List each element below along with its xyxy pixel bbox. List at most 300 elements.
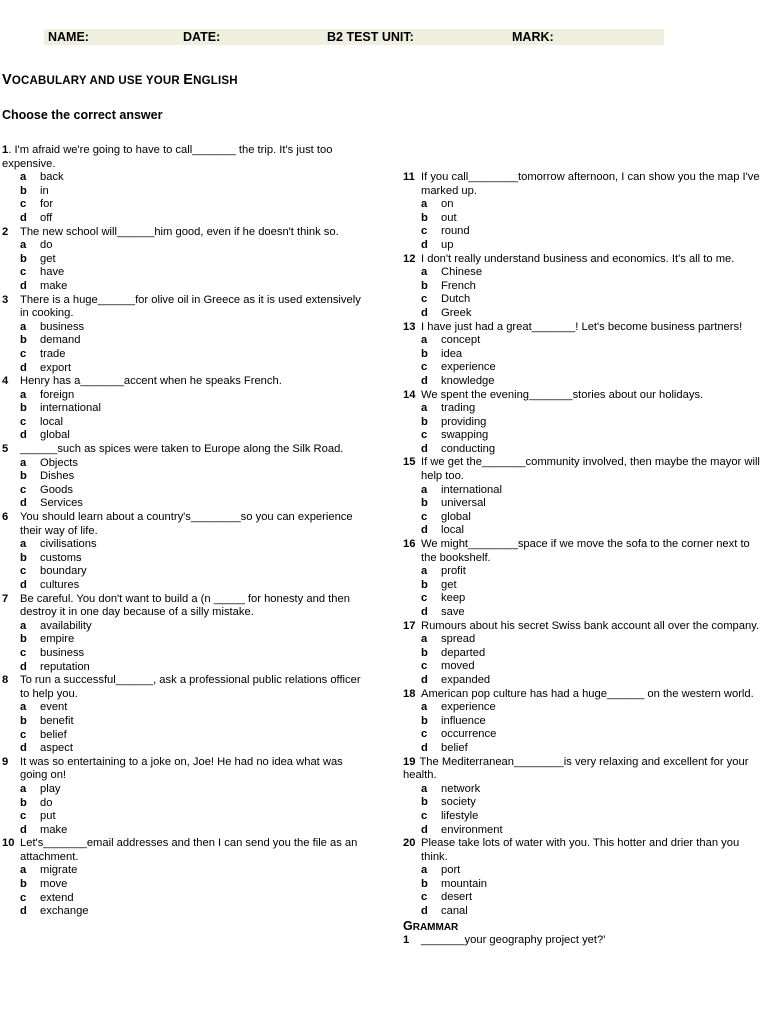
question-6 [2,511,364,593]
question-8 [2,674,364,756]
option-text: knowledge [441,374,495,387]
option-text: on [441,198,454,211]
option-letter: b [20,402,27,415]
option-letter: d [20,279,27,292]
option-text: do [40,239,53,252]
question-number: 14 [403,388,416,401]
answer-option-c[interactable] [2,729,364,743]
answer-option-d[interactable] [2,579,364,593]
question-15 [403,456,766,538]
question-stem: There is a huge______for olive oil in Greece as it is used extensively in cooking. [20,293,361,320]
option-letter: b [421,497,428,510]
option-letter: c [20,646,27,659]
answer-option-a[interactable] [403,701,766,715]
answer-option-b[interactable] [403,348,766,362]
option-letter: c [20,728,27,741]
option-letter: c [421,660,428,673]
option-letter: a [421,402,428,415]
answer-option-c[interactable] [403,361,766,375]
section-subtitle: Choose the correct answer [2,108,163,122]
option-letter: c [20,891,27,904]
answer-option-a[interactable] [403,266,766,280]
option-text: Greek [441,306,472,319]
option-text: event [40,701,68,714]
option-letter: a [421,701,428,714]
option-letter: c [421,809,428,822]
question-14 [403,389,766,457]
option-letter: d [20,660,27,673]
option-letter: c [20,347,27,360]
option-letter: d [421,524,428,537]
option-text: lifestyle [441,809,479,822]
option-text: trade [40,347,66,360]
question-19 [403,756,766,838]
option-text: customs [40,551,82,564]
option-text: Goods [40,483,73,496]
question-20 [403,837,766,919]
option-letter: b [20,334,27,347]
option-text: back [40,171,64,184]
answer-option-b[interactable] [2,334,364,348]
option-text: local [40,415,64,428]
option-text: profit [441,565,466,578]
question-stem: We spent the evening_______stories about our holidays. [421,388,704,401]
question-stem: Let's_______email addresses and then I can send you the file as an attachment. [20,837,358,863]
section-title: VOCABULARY AND USE YOUR ENGLISH [2,72,238,88]
option-text: out [441,211,457,224]
answer-option-c[interactable] [2,647,364,661]
answer-option-c[interactable] [403,728,766,742]
option-text: belief [40,728,67,741]
answer-option-c[interactable] [403,810,766,824]
answer-option-a[interactable] [2,701,364,715]
question-number: 17 [403,619,416,632]
answer-option-c[interactable] [2,266,364,280]
answer-option-d[interactable] [2,280,364,294]
option-letter: d [20,429,27,442]
option-text: save [441,606,465,618]
option-letter: a [421,782,428,795]
option-letter: a [20,388,27,401]
option-letter: d [421,823,428,836]
answer-option-d[interactable] [403,307,766,321]
option-text: migrate [40,864,78,877]
answer-option-d[interactable] [2,497,364,511]
option-letter: b [20,878,27,891]
option-text: international [441,483,502,496]
question-10 [2,837,364,919]
right-question-column [403,171,766,948]
question-7 [2,593,364,675]
option-text: influence [441,714,486,727]
question-stem: To run a successful______, ask a professional public relations officer to help you. [20,674,361,700]
answer-option-c[interactable] [403,891,766,905]
answer-option-b[interactable] [403,796,766,810]
answer-option-a[interactable] [2,620,364,634]
option-letter: d [421,442,428,455]
answer-option-a[interactable] [2,239,364,253]
option-text: business [40,646,85,659]
option-text: conducting [441,442,496,455]
option-text: departed [441,646,486,659]
option-text: exchange [40,905,89,918]
date-label: DATE: [183,30,221,44]
option-letter: a [421,864,428,877]
option-letter: c [421,225,428,238]
option-letter: d [20,823,27,836]
option-letter: d [20,905,27,918]
answer-option-a[interactable] [2,389,364,403]
option-text: move [40,878,68,891]
option-text: business [40,320,85,333]
answer-option-b[interactable] [2,552,364,566]
question-stem: It was so entertaining to a joke on, Joe! He had no idea what was going on! [20,755,343,782]
answer-option-b[interactable] [403,579,766,593]
option-letter: d [20,211,27,224]
option-text: society [441,796,476,809]
option-letter: d [20,497,27,510]
option-text: Objects [40,456,78,469]
question-3 [2,294,364,376]
option-letter: b [421,415,428,428]
answer-option-d[interactable] [2,661,364,675]
option-text: spread [441,633,476,646]
answer-option-a[interactable] [403,198,766,212]
answer-option-a[interactable] [403,402,766,416]
option-letter: c [421,510,428,523]
option-text: keep [441,592,466,605]
answer-option-b[interactable] [403,280,766,294]
option-letter: a [20,320,27,333]
answer-option-c[interactable] [2,348,364,362]
answer-option-d[interactable] [2,362,364,376]
question-stem: You should learn about a country's________so you can experience their way of life. [20,511,353,537]
question-2 [2,226,364,294]
answer-option-b[interactable] [2,402,364,416]
question-number: 15 [403,456,416,469]
option-letter: a [20,782,27,795]
question-stem: Please take lots of water with you. This hotter and drier than you think. [421,837,740,863]
answer-option-d[interactable] [403,524,766,538]
option-letter: c [20,483,27,496]
name-label: NAME: [48,30,89,44]
option-letter: d [421,741,428,754]
question-number: 20 [403,837,416,850]
question-4 [2,375,364,443]
question-stem: _______your geography project yet?' [421,934,606,947]
option-letter: d [20,361,27,374]
option-text: round [441,225,470,238]
answer-option-d[interactable] [2,742,364,756]
question-number: 1 [403,934,410,947]
answer-option-c[interactable] [403,429,766,443]
answer-option-b[interactable] [2,185,364,199]
question-12 [403,253,766,321]
option-letter: a [421,198,428,211]
option-letter: d [421,374,428,387]
option-text: canal [441,905,468,918]
option-text: boundary [40,565,87,578]
question-number: 2 [2,225,9,238]
answer-option-c[interactable] [403,592,766,606]
option-text: occurrence [441,728,497,741]
question-number: 19 [403,755,416,768]
option-text: put [40,810,56,823]
option-text: Dishes [40,470,75,483]
option-letter: b [421,877,428,890]
question-number: 6 [2,511,9,524]
option-letter: c [421,592,428,605]
question-number: 5 [2,443,9,456]
question-number: 4 [2,375,9,388]
option-letter: b [20,633,27,646]
option-text: make [40,279,68,292]
question-number: 9 [2,755,9,768]
answer-option-a[interactable] [403,484,766,498]
answer-option-b[interactable] [403,715,766,729]
answer-option-c[interactable] [403,225,766,239]
option-letter: b [20,252,27,265]
answer-option-a[interactable] [403,565,766,579]
option-text: get [40,252,56,265]
answer-option-d[interactable] [403,674,766,688]
option-text: reputation [40,660,90,673]
answer-option-b[interactable] [403,212,766,226]
question-stem: I have just had a great_______! Let's become business partners! [421,320,743,333]
option-text: environment [441,823,503,836]
option-text: have [40,266,65,279]
option-text: off [40,211,53,224]
answer-option-c[interactable] [403,511,766,525]
answer-option-a[interactable] [403,783,766,797]
option-text: concept [441,334,481,347]
question-stem: If we get the_______community involved, then maybe the mayor will help too. [421,456,760,483]
answer-option-b[interactable] [403,878,766,892]
option-letter: d [421,905,428,918]
answer-option-a[interactable] [2,538,364,552]
option-letter: b [20,551,27,564]
question-number: 1 [2,144,9,156]
question-number: 10 [2,837,15,850]
option-letter: c [421,891,428,904]
option-letter: b [421,714,428,727]
question-stem: American pop culture has had a huge______ on the western world. [421,687,754,700]
option-letter: d [421,306,428,319]
option-text: cultures [40,579,80,591]
answer-option-b[interactable] [403,497,766,511]
option-text: network [441,782,481,795]
question-number: 7 [2,592,9,605]
question-16 [403,538,766,620]
answer-option-b[interactable] [2,470,364,484]
option-letter: b [421,646,428,659]
answer-option-c[interactable] [2,484,364,498]
option-letter: b [20,714,27,727]
question-number: 3 [2,293,9,306]
answer-option-a[interactable] [403,334,766,348]
option-text: civilisations [40,538,97,551]
option-text: desert [441,891,473,904]
answer-option-d[interactable] [403,824,766,838]
option-text: experience [441,361,496,374]
option-text: do [40,796,53,809]
answer-option-a[interactable] [2,783,364,797]
answer-option-c[interactable] [2,198,364,212]
option-letter: c [20,266,27,279]
answer-option-a[interactable] [403,633,766,647]
option-letter: b [421,578,428,591]
option-letter: a [20,864,27,877]
option-letter: c [421,361,428,374]
option-text: port [441,864,461,877]
answer-option-c[interactable] [2,416,364,430]
answer-option-c[interactable] [2,892,364,906]
option-text: swapping [441,429,489,442]
option-text: in [40,184,49,197]
answer-option-a[interactable] [2,171,364,185]
answer-option-b[interactable] [403,416,766,430]
question-stem: ______such as spices were taken to Europe along the Silk Road. [20,443,344,456]
option-text: belief [441,741,468,754]
option-text: idea [441,347,463,360]
option-text: universal [441,497,486,510]
option-letter: a [421,334,428,347]
question-11 [403,171,766,253]
answer-option-d[interactable] [2,824,364,838]
option-text: local [441,524,465,537]
option-letter: a [421,483,428,496]
option-text: aspect [40,742,73,755]
question-stem: We might________space if we move the sofa to the corner next to the bookshelf. [421,538,750,564]
option-letter: c [20,565,27,578]
option-letter: b [421,279,428,292]
option-text: moved [441,660,475,673]
option-text: Dutch [441,293,471,306]
option-text: trading [441,402,476,415]
option-letter: b [20,796,27,809]
mark-label: MARK: [512,30,554,44]
question-17 [403,620,766,688]
answer-option-d[interactable] [2,429,364,443]
question-stem: Henry has a_______accent when he speaks French. [20,375,282,388]
answer-option-d[interactable] [403,742,766,756]
option-letter: c [20,810,27,823]
answer-option-c[interactable] [403,660,766,674]
question-13 [403,321,766,389]
answer-option-d[interactable] [403,606,766,620]
option-text: up [441,238,454,251]
question-stem: I don't really understand business and economics. It's all to me. [421,252,735,265]
answer-option-d[interactable] [403,239,766,253]
question-stem: The new school will______him good, even if he doesn't think so. [20,225,339,238]
answer-option-d[interactable] [403,905,766,919]
option-text: foreign [40,388,75,401]
option-letter: c [421,728,428,741]
question-number: 16 [403,538,416,551]
option-letter: b [20,470,27,483]
grammar-question-1 [403,934,766,948]
answer-option-b[interactable] [403,647,766,661]
option-letter: d [421,606,428,618]
option-letter: a [421,633,428,646]
option-letter: a [421,266,428,279]
option-letter: c [421,293,428,306]
option-letter: a [20,538,27,551]
answer-option-b[interactable] [2,253,364,267]
answer-option-b[interactable] [2,633,364,647]
option-text: for [40,198,54,211]
answer-option-c[interactable] [2,565,364,579]
answer-option-b[interactable] [2,797,364,811]
option-text: play [40,782,61,795]
question-text [2,144,364,171]
answer-option-b[interactable] [2,878,364,892]
question-number: 12 [403,252,416,265]
unit-label: B2 TEST UNIT: [327,30,414,44]
option-text: get [441,578,457,591]
question-number: 11 [403,171,415,183]
option-letter: a [20,619,27,632]
question-18 [403,688,766,756]
answer-option-a[interactable] [2,321,364,335]
option-letter: b [421,347,428,360]
question-5 [2,443,364,511]
option-letter: d [421,673,428,686]
left-question-column [2,144,364,919]
question-number: 18 [403,687,416,700]
option-letter: a [20,239,27,252]
question-text [403,756,766,783]
answer-option-d[interactable] [403,375,766,389]
option-letter: d [20,742,27,755]
option-text: providing [441,415,487,428]
question-number: 13 [403,320,416,333]
option-text: availability [40,619,92,632]
question-number: 8 [2,674,9,687]
answer-option-c[interactable] [2,810,364,824]
option-letter: c [421,429,428,442]
option-text: experience [441,701,496,714]
answer-option-a[interactable] [2,864,364,878]
option-text: export [40,361,72,374]
question-stem: Rumours about his secret Swiss bank account all over the company. [421,619,760,632]
answer-option-a[interactable] [2,457,364,471]
question-1 [2,144,364,226]
option-text: extend [40,891,74,904]
question-stem: The Mediterranean________is very relaxing and excellent for your health. [403,755,749,782]
option-text: Services [40,497,83,510]
answer-option-b[interactable] [2,715,364,729]
answer-option-d[interactable] [403,443,766,457]
question-stem: If you call________tomorrow afternoon, I can show you the map I've marked up. [421,171,760,197]
answer-option-c[interactable] [403,293,766,307]
option-text: international [40,402,101,415]
answer-option-d[interactable] [2,905,364,919]
option-text: French [441,279,476,292]
option-text: mountain [441,877,488,890]
option-letter: a [421,565,428,578]
grammar-heading: GRAMMAR [403,918,459,933]
option-letter: b [421,211,428,224]
answer-option-d[interactable] [2,212,364,226]
question-stem: . I'm afraid we're going to have to call_______ the trip. It's just too expensive. [2,144,333,170]
option-text: make [40,823,68,836]
option-letter: c [20,415,27,428]
option-letter: b [421,796,428,809]
option-text: benefit [40,714,74,727]
option-letter: a [20,701,27,714]
answer-option-a[interactable] [403,864,766,878]
